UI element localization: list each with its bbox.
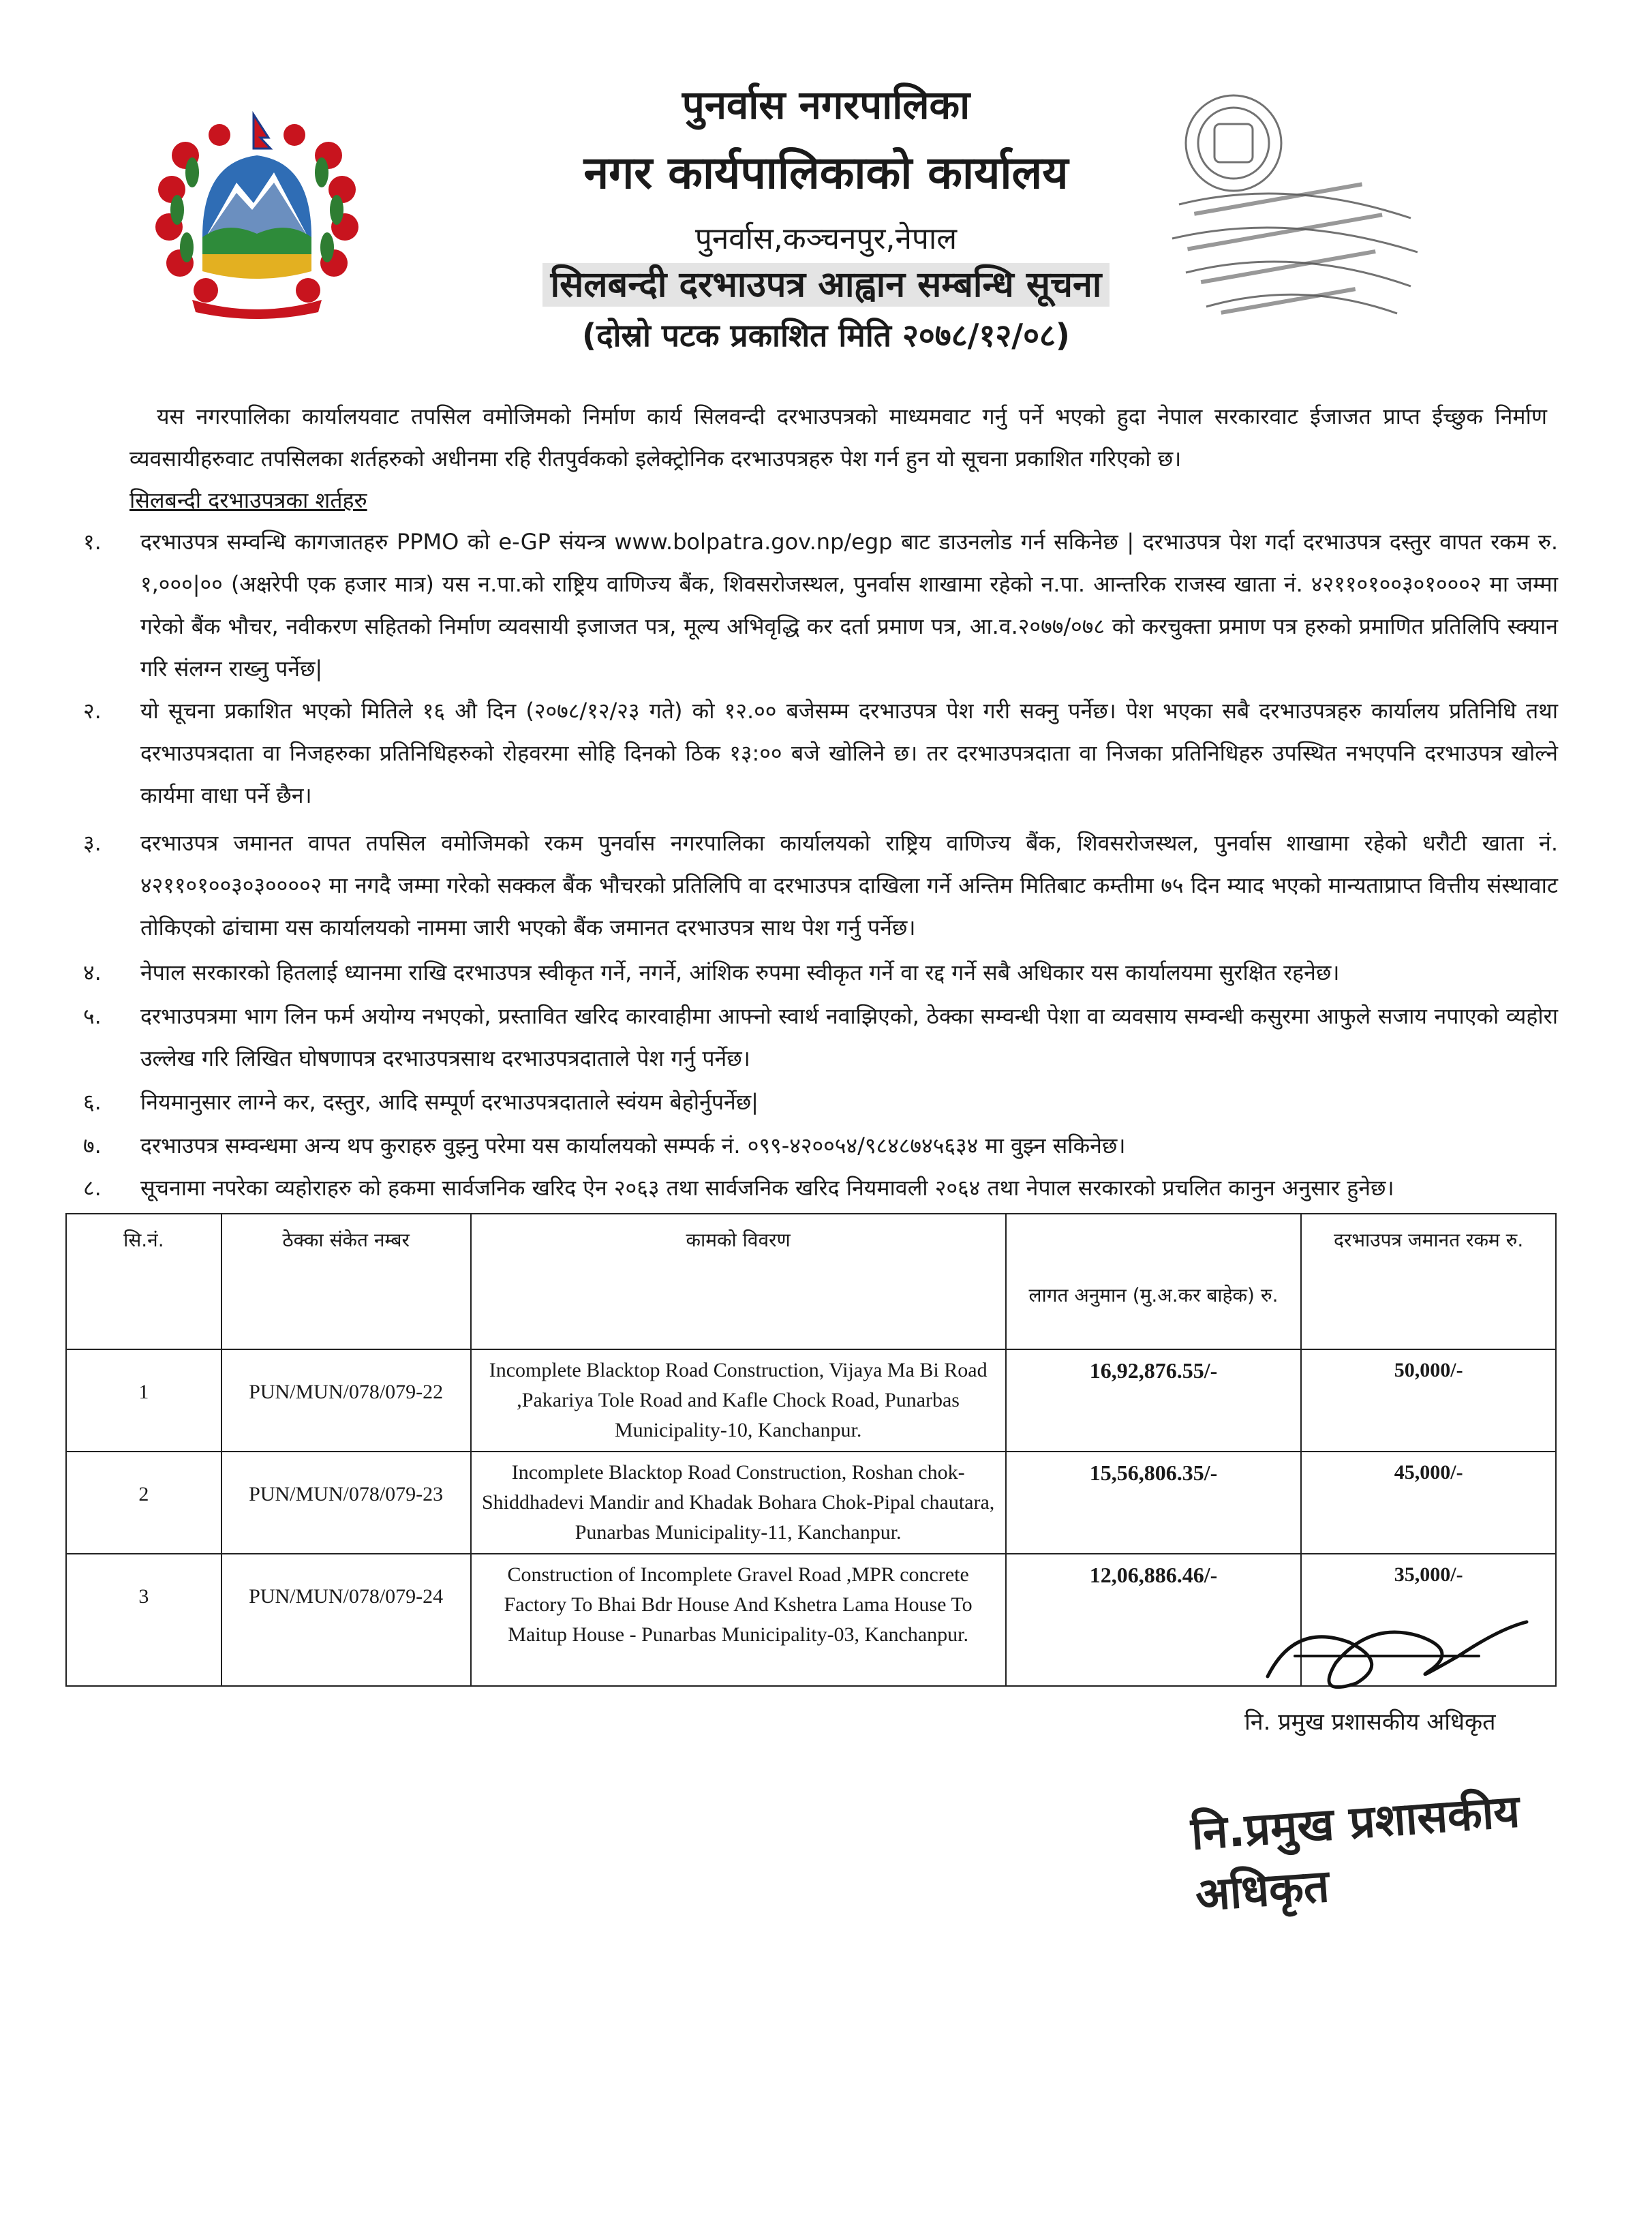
- condition-4: [65, 951, 1558, 994]
- notice-title: सिलबन्दी दरभाउपत्र आह्वान सम्बन्धि सूचना: [542, 263, 1110, 307]
- condition-text: दरभाउपत्रमा भाग लिन फर्म अयोग्य नभएको, प्रस्तावित खरिद कारवाहीमा आफ्नो स्वार्थ नवाझिएको, ठेक्का सम्वन्धी पेशा वा व्यवसाय सम्वन्धी कसुरमा आफुले सजाय नपाएको व्यहोरा उल्लेख गरि लिखित घोषणापत्र दरभाउपत्रसाथ दरभाउपत्रदाताले पेश गर्नु पर्नेछ।: [140, 1003, 1558, 1071]
- bid-security-cell: 50,000/-: [1301, 1349, 1556, 1452]
- condition-5: [65, 995, 1558, 1079]
- condition-number: ३.: [83, 830, 102, 856]
- office-name: नगर कार्यपालिकाको कार्यालय: [583, 147, 1069, 199]
- conditions-heading: सिलबन्दी दरभाउपत्रका शर्तहरु: [129, 487, 367, 513]
- cost-estimate-cell: 12,06,886.46/-: [1006, 1554, 1302, 1686]
- intro-paragraph: यस नगरपालिका कार्यालयवाट तपसिल वमोजिमको निर्माण कार्य सिलवन्दी दरभाउपत्रको माध्यमवाट गर्नु पर्ने भएको हुदा नेपाल सरकारवाट ईजाजत प्राप्त ईच्छुक निर्माण व्यवसायीहरुवाट तपसिलका शर्तहरुको अधीनमा रहि रीतपुर्वकको इलेक्ट्रोनिक दरभाउपत्रहरु पेश गर्न हुन यो सूचना प्रकाशित गरिएको छ।: [129, 403, 1547, 472]
- condition-number: १.: [83, 529, 102, 555]
- condition-number: ६.: [83, 1089, 102, 1115]
- column-header: सि.नं.: [66, 1214, 221, 1349]
- condition-8: [65, 1167, 1558, 1209]
- condition-text: दरभाउपत्र सम्वन्धमा अन्य थप कुराहरु वुझ्नु परेमा यस कार्यालयको सम्पर्क नं. ०९९-४२००५४/९८४८७४५६३४ मा वुझ्न सकिनेछ।: [140, 1133, 1126, 1159]
- condition-text: यो सूचना प्रकाशित भएको मितिले १६ औ दिन (२०७८/१२/२३ गते) को १२.०० बजेसम्म दरभाउपत्र पेश गरी सक्नु पर्नेछ। पेश भएका सबै दरभाउपत्रहरु कार्यालय प्रतिनिधि तथा दरभाउपत्रदाता वा निजहरुका प्रतिनिधिहरुको रोहवरमा सोहि दिनको ठिक १३:०० बजे खोलिने छ। तर दरभाउपत्रदाता वा निजका प्रतिनिधिहरु उपस्थित नभएपनि दरभाउपत्र खोल्ने कार्यमा वाधा पर्ने छैन।: [140, 698, 1558, 808]
- column-header: कामको विवरण: [471, 1214, 1006, 1349]
- condition-number: २.: [83, 698, 102, 724]
- table-row: [66, 1452, 1556, 1554]
- condition-text: दरभाउपत्र सम्वन्धि कागजातहरु PPMO को e-GP संयन्त्र www.bolpatra.gov.np/egp बाट डाउनलोड गर्न सकिनेछ | दरभाउपत्र पेश गर्दा दरभाउपत्र दस्तुर वापत रकम रु. १,०००|०० (अक्षरेपी एक हजार मात्र) यस न.पा.को राष्ट्रिय वाणिज्य बैंक, शिवसरोजस्थल, पुनर्वास शाखामा रहेको न.पा. आन्तरिक राजस्व खाता नं. ४२११०१००३०१०००२ मा जम्मा गरेको बैंक भौचर, नवीकरण सहितको निर्माण व्यवसायी इजाजत पत्र, मूल्य अभिवृद्धि कर दर्ता प्रमाण पत्र, आ.व.२०७७/०७८ को करचुक्ता प्रमाण पत्र हरुको प्रमाणित प्रतिलिपि स्क्यान गरि संलग्न राख्नु पर्नेछ|: [140, 529, 1558, 681]
- bid-security-cell: 45,000/-: [1301, 1452, 1556, 1554]
- cost-estimate-cell: 15,56,806.35/-: [1006, 1452, 1302, 1554]
- condition-text: दरभाउपत्र जमानत वापत तपसिल वमोजिमको रकम पुनर्वास नगरपालिका कार्यालयको राष्ट्रिय वाणिज्य बैंक, शिवसरोजस्थल, पुनर्वास शाखामा रहेको धरौटी खाता नं. ४२११०१००३०३००००२ मा नगदै जम्मा गरेको सक्कल बैंक भौचरको प्रतिलिपि वा दरभाउपत्र दाखिला गर्ने अन्तिम मितिबाट कम्तीमा ७५ दिन म्याद भएको मान्यताप्राप्त वित्तीय संस्थावाट तोकिएको ढांचामा यस कार्यालयको नाममा जारी भएको बैंक जमानत दरभाउपत्र साथ पेश गर्नु पर्नेछ।: [140, 830, 1558, 940]
- handwritten-signature: [1254, 1608, 1540, 1697]
- column-header: ठेक्का संकेत नम्बर: [221, 1214, 471, 1349]
- bid-security-cell: 35,000/-: [1301, 1554, 1556, 1686]
- signatory-stamp: नि.प्रमुख प्रशासकीय अधिकृत: [1189, 1785, 1522, 1922]
- condition-number: ७.: [83, 1133, 102, 1159]
- condition-6: [65, 1081, 1558, 1123]
- serial-cell: 2: [66, 1452, 221, 1554]
- work-description-cell: Incomplete Blacktop Road Construction, Vijaya Ma Bi Road ,Pakariya Tole Road and Kafle Chock Road, Punarbas Municipality-10, Kanchanpur.: [471, 1349, 1006, 1452]
- table-header-row: [66, 1214, 1556, 1349]
- condition-text: सूचनामा नपरेका व्यहोराहरु को हकमा सार्वजनिक खरिद ऐन २०६३ तथा सार्वजनिक खरिद नियमावली २०६४ तथा नेपाल सरकारको प्रचलित कानुन अनुसार हुनेछ।: [140, 1175, 1394, 1201]
- condition-number: ८.: [83, 1175, 102, 1201]
- cost-estimate-cell: 16,92,876.55/-: [1006, 1349, 1302, 1452]
- municipality-name: पुनर्वास नगरपालिका: [682, 82, 970, 128]
- condition-text: नेपाल सरकारको हितलाई ध्यानमा राखि दरभाउपत्र स्वीकृत गर्ने, नगर्ने, आंशिक रुपमा स्वीकृत गर्ने वा रद्द गर्ने सबै अधिकार यस कार्यालयमा सुरक्षित रहनेछ।: [140, 960, 1340, 985]
- condition-text: नियमानुसार लाग्ने कर, दस्तुर, आदि सम्पूर्ण दरभाउपत्रदाताले स्वंयम बेहोर्नुपर्नेछ|: [140, 1089, 759, 1115]
- serial-cell: 1: [66, 1349, 221, 1452]
- condition-7: [65, 1124, 1558, 1167]
- condition-1: [65, 521, 1558, 690]
- serial-cell: 3: [66, 1554, 221, 1686]
- column-header: लागत अनुमान (मु.अ.कर बाहेक) रु.: [1006, 1214, 1302, 1349]
- work-description-cell: Construction of Incomplete Gravel Road ,MPR concrete Factory To Bhai Bdr House And Kshetra Lama House To Maitup House - Punarbas Municipality-03, Kanchanpur.: [471, 1554, 1006, 1686]
- publish-date: (दोस्रो पटक प्रकाशित मिति २०७८/१२/०८): [582, 317, 1070, 354]
- contract-code-cell: PUN/MUN/078/079-24: [221, 1554, 471, 1686]
- signatory-title: नि. प्रमुख प्रशासकीय अधिकृत: [1244, 1708, 1496, 1736]
- table-row: [66, 1349, 1556, 1452]
- condition-3: [65, 822, 1558, 949]
- office-address: पुनर्वास,कञ्चनपुर,नेपाल: [694, 221, 958, 256]
- contract-code-cell: PUN/MUN/078/079-22: [221, 1349, 471, 1452]
- condition-2: [65, 690, 1558, 816]
- column-header: दरभाउपत्र जमानत रकम रु.: [1301, 1214, 1556, 1349]
- contract-code-cell: PUN/MUN/078/079-23: [221, 1452, 471, 1554]
- condition-number: ४.: [83, 960, 102, 985]
- condition-number: ५.: [83, 1003, 102, 1029]
- work-description-cell: Incomplete Blacktop Road Construction, Roshan chok-Shiddhadevi Mandir and Khadak Bohara Chok-Pipal chautara, Punarbas Municipality-11, Kanchanpur.: [471, 1452, 1006, 1554]
